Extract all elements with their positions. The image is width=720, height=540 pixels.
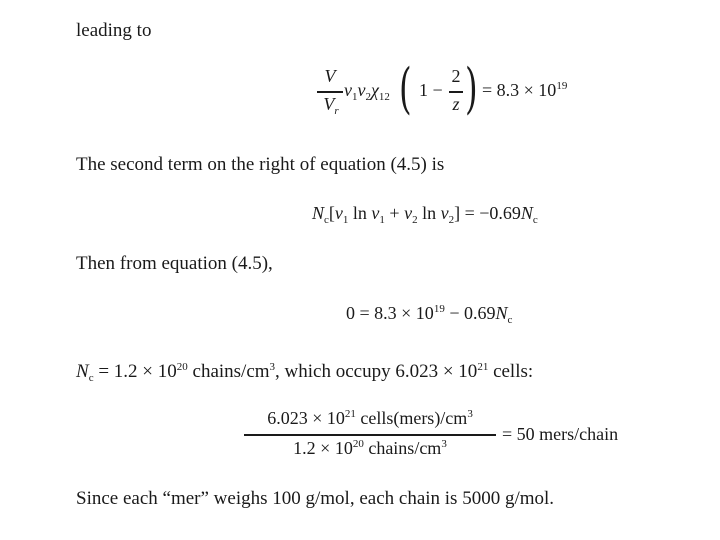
eq1-product: $v_1v_2\chi_{12}$ [344,80,390,103]
eq1-one-minus: 1 − [419,80,443,100]
text-nc-result: $N_c = 1.2 \times 10^{20}$ chains/$cm^3$, which occupy $6.023 \times 10^{21}$ cells: [76,361,534,384]
equation-2: $N_c[v_1$ $\ln v_1 + v_2$ $\ln v_2] = -0.69N_c$ [312,203,538,226]
text-leading-to: leading to [76,20,152,41]
eq4-fraction-bar [244,434,496,436]
eq1-fraction-V-denominator: $V_r$ [323,94,339,117]
eq1-right-paren: ) [465,57,478,120]
eq4-denominator: $1.2 \times 10^{20}$ chains/$cm^3$ [293,438,447,458]
text-conclusion: Since each “mer” weighs 100 g/mol, each chain is 5000 g/mol. [76,488,555,509]
eq1-fraction-bar [317,91,343,93]
eq4-numerator: $6.023 \times 10^{21}$ $cells(mers)/cm^3$ [267,408,473,428]
eq4-rhs: = 50 mers/chain [502,424,619,444]
equation-3: $0 = 8.3 \times 10^{19} - 0.69N_c$ [346,303,513,326]
text-then-from: Then from equation (4.5), [76,253,273,274]
eq1-two: 2 [451,66,461,86]
eq1-left-paren: ( [399,57,412,120]
eq1-rhs: = $8.3 \times 10^{19}$ [482,80,568,100]
eq1-inner-bar [449,91,463,93]
eq1-fraction-V-numerator: V [324,66,336,86]
text-second-term: The second term on the right of equation (4.5) is [76,154,445,175]
eq1-z: z [452,94,460,114]
